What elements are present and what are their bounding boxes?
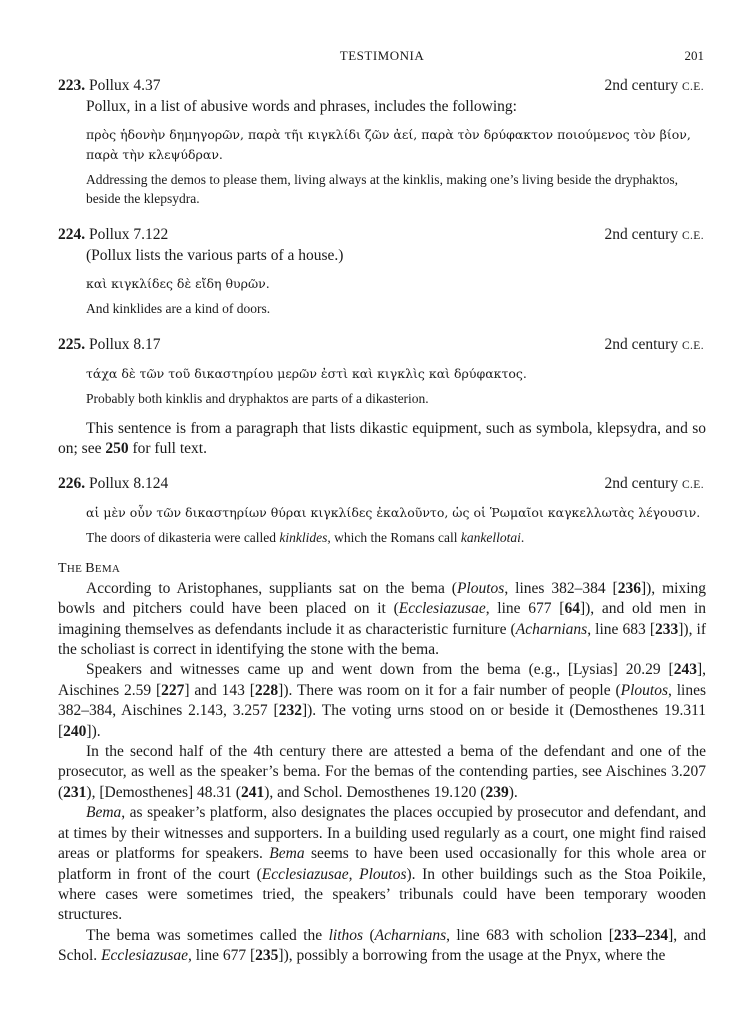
entry-date	[604, 474, 704, 495]
book-page	[58, 48, 706, 967]
text: ), [Demosthenes] 48.31 (	[86, 783, 241, 801]
translation-text: , which the Romans call	[327, 529, 461, 545]
italic-term: Bema	[269, 845, 305, 863]
greek-text: τάχα δὲ τῶν τοῦ δικαστηρίου μερῶν ἐστὶ καὶ κιγκλὶς καὶ δρύφακτος.	[86, 366, 527, 381]
heading-smallcaps: EMA	[94, 562, 121, 575]
text: ], Aischines 2.59 [	[58, 661, 706, 699]
italic-term: kankellotai	[460, 529, 521, 545]
entry-date	[604, 335, 704, 356]
greek-text: καὶ κιγκλίδες δὲ εἴδη θυρῶν.	[86, 276, 270, 291]
text: , line 683 with scholion [	[446, 926, 614, 944]
date-era: C.E.	[681, 340, 704, 352]
translation: Addressing the demos to please them, living always at the kinklis, making one’s living beside the dryphaktos, beside the klepsydra.	[86, 172, 679, 206]
cross-reference: 233	[655, 620, 679, 638]
paragraph-4	[58, 803, 706, 925]
date-era: C.E.	[681, 81, 704, 93]
text: , line 677 [	[485, 600, 565, 618]
paragraph-1	[58, 579, 706, 661]
translation	[58, 528, 706, 547]
text: ).	[508, 783, 518, 801]
entry-number: 224.	[58, 226, 86, 243]
text: According to Aristophanes, suppliants sat on the bema (	[86, 579, 457, 597]
italic-title: Ecclesiazusae, Ploutos	[261, 865, 407, 883]
italic-title: Ploutos	[620, 681, 668, 699]
text: In the second half of the 4th century there are attested a bema of the defendant and one of the prosecutor, as well as the speaker’s bema. For the bemas of the contending parties, see Aischines 3.207 (	[58, 743, 706, 801]
cross-reference: 240	[63, 722, 87, 740]
date-era: C.E.	[681, 230, 704, 242]
italic-term: kinklides	[279, 529, 328, 545]
translation: And kinklides are a kind of doors.	[86, 301, 271, 316]
testimonium-226	[58, 474, 706, 547]
text: ). In other buildings such as the Stoa Poikile, where cases were sometimes tried, the speakers’ tribunals could have been temporary wooden structures.	[58, 865, 707, 924]
date-text: 2nd century	[604, 77, 682, 94]
entry-number: 223.	[58, 77, 86, 94]
italic-title: Acharnians	[515, 620, 588, 638]
date-era: C.E.	[681, 478, 704, 491]
text: ] and 143 [	[184, 681, 255, 699]
cross-reference: 236	[617, 579, 641, 597]
text: ]). There was room on it for a fair number of people (	[278, 681, 621, 699]
text: seems to have been used occasionally for this whole area or platform in front of the court (	[58, 845, 706, 883]
cross-reference: 241	[240, 783, 265, 801]
text: ]), if the scholiast is correct in identifying the stone with the bema.	[58, 620, 707, 659]
testimonium-223	[58, 76, 706, 208]
text: ]), and old men in imagining themselves as defendants include it as characteristic furniture (	[58, 600, 706, 638]
italic-title: Ecclesiazusae,	[101, 947, 192, 965]
text: ], and Schol.	[58, 926, 706, 965]
text: ]), possibly a borrowing from the usage at the Pnyx, where the	[278, 947, 666, 965]
text: Speakers and witnesses came up and went down from the bema (e.g., [Lysias] 20.29 [	[86, 661, 674, 679]
text: The bema was sometimes called the	[86, 926, 329, 944]
italic-term: lithos	[328, 926, 364, 944]
text: , as speaker’s platform, also designates the places occupied by prosecutor and defendant, and at times by their witnesses and supporters. In a building used regularly as a court, one might find raised areas or platforms for speakers.	[58, 804, 706, 863]
entry-source-line	[58, 335, 160, 356]
italic-title: Acharnians	[374, 926, 447, 944]
italic-title: Ploutos	[456, 579, 505, 597]
entry-number: 225.	[58, 336, 86, 353]
text: ), and Schol. Demosthenes 19.120 (	[264, 783, 486, 801]
date-text: 2nd century	[604, 226, 682, 243]
date-text: 2nd century	[604, 336, 682, 353]
testimonium-225	[58, 335, 706, 408]
note-paragraph	[58, 419, 706, 460]
cross-reference: 231	[63, 783, 87, 801]
text: (	[363, 926, 375, 944]
page-number: 201	[684, 48, 704, 63]
text: , lines 382–384 [	[504, 579, 618, 597]
entry-heading	[58, 474, 706, 495]
entry-date	[604, 225, 704, 246]
entry-source: Pollux 4.37	[85, 77, 161, 94]
text: , line 683 [	[587, 620, 655, 638]
italic-title: Ecclesiazusae	[398, 600, 486, 618]
entry-source-line	[58, 76, 160, 97]
date-text: 2nd century	[604, 474, 682, 492]
text: ]), mixing bowls and pitchers could have been placed on it (	[58, 579, 706, 618]
translation-text: The doors of dikasteria were called	[86, 529, 280, 545]
running-head	[58, 48, 706, 68]
note-text: This sentence is from a paragraph that lists dikastic equipment, such as symbola, klepsydra, and so on; see	[58, 420, 706, 458]
cross-reference: 233–234	[613, 926, 669, 944]
entry-source-line	[58, 474, 168, 495]
translation-text: .	[520, 529, 525, 545]
entry-date	[604, 76, 704, 97]
cross-reference: 228	[254, 681, 279, 699]
paragraph-2	[58, 660, 706, 742]
cross-reference: 232	[278, 702, 302, 720]
heading-letter: B	[85, 560, 95, 576]
paragraph-3	[58, 742, 706, 803]
greek-text: πρὸς ἡδονὴν δημηγορῶν, παρὰ τῆι κιγκλίδι ζῶν ἀεί, παρὰ τὸν δρύφακτον ποιούμενος τὸν βίον, παρὰ τὴν κλεψύδραν.	[86, 127, 691, 162]
cross-reference: 64	[564, 600, 580, 618]
entry-description: (Pollux lists the various parts of a house.)	[86, 247, 344, 264]
testimonium-224	[58, 225, 706, 318]
entry-heading	[58, 76, 706, 97]
entry-source: Pollux 8.17	[85, 336, 161, 353]
italic-term: Bema	[86, 804, 122, 822]
heading-smallcaps: HE	[66, 562, 86, 575]
text: line 677 [	[191, 947, 256, 965]
note-text: for full text.	[128, 440, 207, 458]
text: , lines 382–384, Aischines 2.143, 3.257 [	[58, 681, 707, 720]
cross-reference: 239	[485, 783, 509, 801]
entry-number: 226.	[58, 474, 86, 492]
entry-source: Pollux 7.122	[85, 226, 169, 243]
translation: Probably both kinklis and dryphaktos are parts of a dikasterion.	[86, 391, 429, 406]
greek-text: αἱ μὲν οὖν τῶν δικαστηρίων θύραι κιγκλίδες ἐκαλοῦντο, ὡς οἱ Ῥωμαῖοι καγκελλωτὰς λέγουσιν.	[86, 504, 701, 520]
running-title: TESTIMONIA	[339, 48, 425, 63]
entry-heading	[58, 225, 706, 246]
cross-reference: 250	[105, 440, 129, 458]
heading-letter: T	[58, 560, 67, 576]
paragraph-5	[58, 926, 706, 967]
entry-heading	[58, 335, 706, 356]
text: ]).	[86, 722, 101, 740]
entry-source: Pollux 8.124	[85, 474, 169, 492]
cross-reference: 243	[673, 661, 697, 679]
cross-reference: 235	[255, 947, 279, 965]
entry-description: Pollux, in a list of abusive words and phrases, includes the following:	[86, 98, 517, 115]
entry-source-line	[58, 225, 168, 246]
section-heading	[58, 561, 706, 577]
text: ]). The voting urns stood on or beside it (Demosthenes 19.311 [	[58, 702, 706, 740]
cross-reference: 227	[161, 681, 185, 699]
